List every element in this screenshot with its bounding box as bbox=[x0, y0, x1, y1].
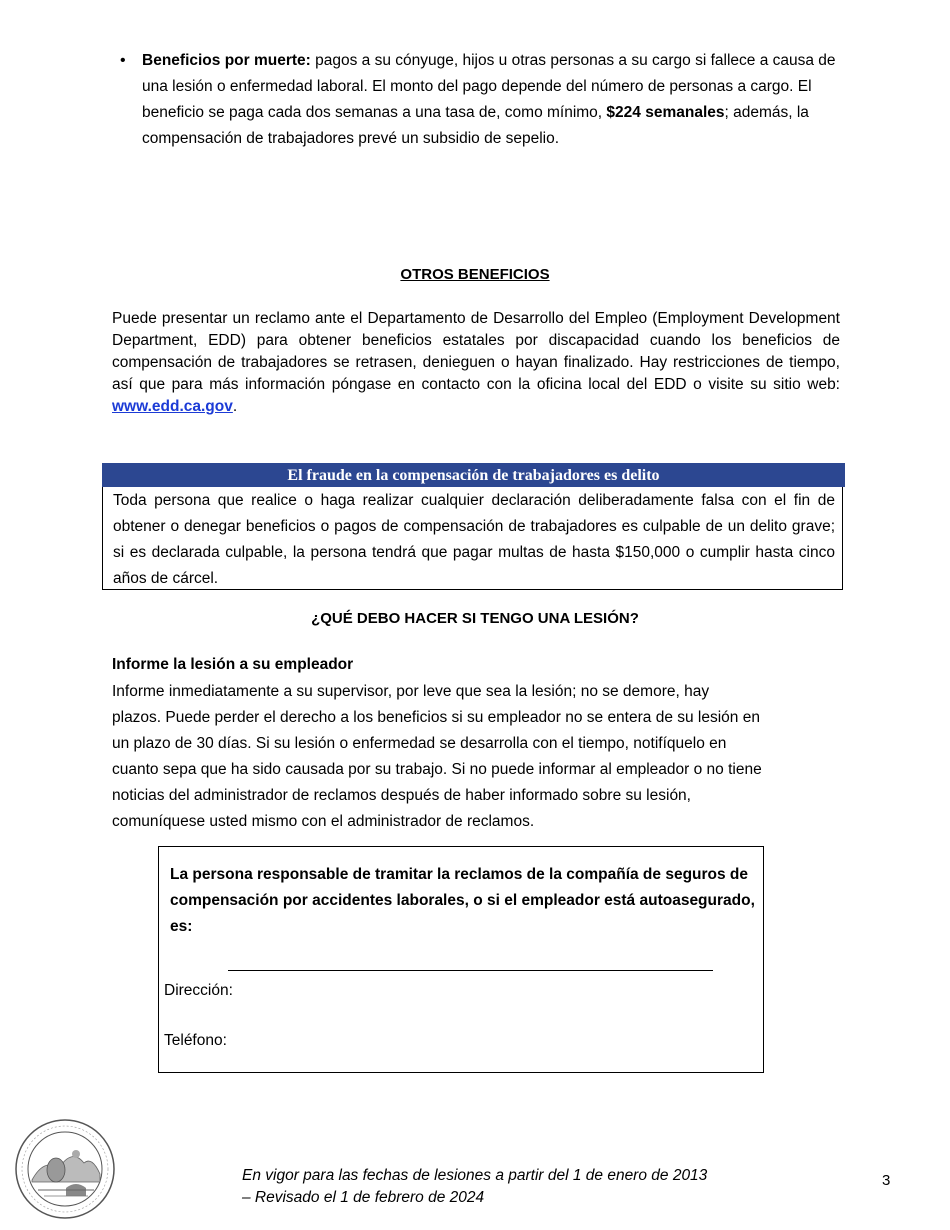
california-state-seal-icon bbox=[14, 1118, 116, 1220]
injury-section-title: ¿QUÉ DEBO HACER SI TENGO UNA LESIÓN? bbox=[311, 610, 639, 627]
claims-administrator-text: La persona responsable de tramitar la reclamos de la compañía de seguros de compensación por accidentes laborales, o si el empleador está autoasegurado, es: bbox=[170, 866, 755, 935]
footer-effective-date bbox=[242, 1165, 707, 1209]
phone-label: Teléfono: bbox=[164, 1032, 227, 1049]
edd-website-link[interactable]: www.edd.ca.gov bbox=[112, 398, 233, 415]
death-benefits-body-end: ; además, la compensación de trabajadores prevé un subsidio de sepelio. bbox=[142, 104, 809, 147]
other-benefits-text: Puede presentar un reclamo ante el Departamento de Desarrollo del Empleo (Employment Development Department, EDD) para obtener beneficios estatales por discapacidad cuando los beneficios de compensación de trabajadores se retrasen, denieguen o hayan finalizado. Hay restricciones de tiempo, así que para más información póngase en contacto con la oficina local del EDD o visite su sitio web: bbox=[112, 310, 840, 393]
report-injury-subtitle: Informe la lesión a su empleador bbox=[112, 656, 354, 673]
footer-line: – Revisado el 1 de febrero de 2024 bbox=[242, 1189, 485, 1206]
administrator-name-line[interactable] bbox=[228, 970, 713, 971]
other-benefits-paragraph bbox=[112, 308, 840, 418]
paragraph-line: comuníquese usted mismo con el administrador de reclamos. bbox=[112, 813, 535, 830]
paragraph-line: un plazo de 30 días. Si su lesión o enfermedad se desarrolla con el tiempo, notifíquelo en bbox=[112, 735, 727, 752]
paragraph-line: cuanto sepa que ha sido causada por su trabajo. Si no puede informar al empleador o no tiene bbox=[112, 761, 762, 778]
page-number: 3 bbox=[882, 1172, 891, 1189]
other-benefits-title: OTROS BENEFICIOS bbox=[400, 266, 550, 283]
paragraph-line: Informe inmediatamente a su supervisor, por leve que sea la lesión; no se demore, hay bbox=[112, 683, 710, 700]
bullet-dot: • bbox=[120, 52, 126, 69]
death-benefits-bullet bbox=[120, 48, 840, 152]
fraud-box-text: Toda persona que realice o haga realizar cualquier declaración deliberadamente falsa con el fin de obtener o denegar beneficios o pagos de compensación de trabajadores es culpable de un delito grave; si es declarada culpable, la persona tendrá que pagar multas de hasta $150,000 o cumplir hasta cinco años de cárcel. bbox=[102, 487, 843, 590]
report-injury-paragraph bbox=[112, 679, 837, 835]
paragraph-line: noticias del administrador de reclamos después de haber informado sobre su lesión, bbox=[112, 787, 691, 804]
death-benefits-amount: $224 semanales bbox=[606, 104, 725, 121]
death-benefits-label: Beneficios por muerte: bbox=[142, 52, 311, 69]
other-benefits-end: . bbox=[232, 398, 238, 415]
fraud-box-header: El fraude en la compensación de trabajadores es delito bbox=[102, 463, 845, 487]
footer-line: En vigor para las fechas de lesiones a partir del 1 de enero de 2013 bbox=[242, 1167, 708, 1184]
paragraph-line: plazos. Puede perder el derecho a los beneficios si su empleador no se entera de su lesión en bbox=[112, 709, 760, 726]
death-benefits-body: pagos a su cónyuge, hijos u otras personas a su cargo si fallece a causa de una lesión o enfermedad laboral. El monto del pago depende del número de personas a cargo. El beneficio se paga cada dos semanas a una tasa de, como mínimo, bbox=[142, 52, 836, 121]
death-benefits-text bbox=[142, 48, 840, 152]
address-label: Dirección: bbox=[164, 982, 233, 999]
